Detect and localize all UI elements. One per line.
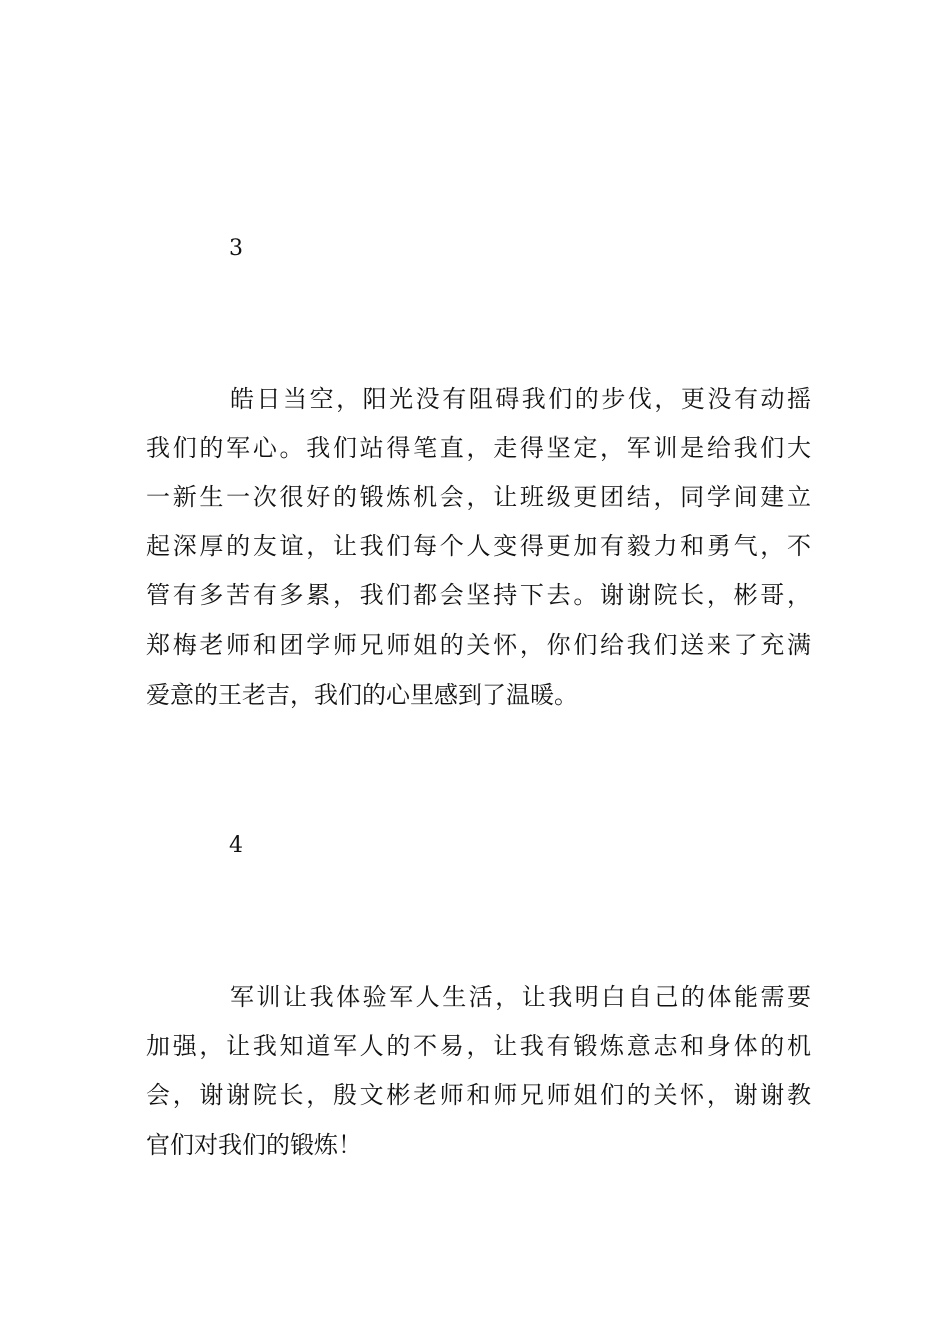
paragraph-line: 会，谢谢院长，殷文彬老师和师兄师姐们的关怀，谢谢教 [146, 1081, 811, 1109]
paragraph-line: 我们的军心。我们站得笔直，走得坚定，军训是给我们大 [146, 434, 811, 462]
paragraph-line: 皓日当空，阳光没有阻碍我们的步伐，更没有动摇 [230, 385, 811, 413]
section-number: 3 [229, 236, 243, 261]
paragraph-line: 起深厚的友谊，让我们每个人变得更加有毅力和勇气，不 [146, 532, 811, 560]
paragraph-line: 爱意的王老吉，我们的心里感到了温暖。 [146, 681, 578, 709]
paragraph-line: 官们对我们的锻炼！ [146, 1131, 362, 1159]
paragraph-line: 军训让我体验军人生活，让我明白自己的体能需要 [230, 983, 811, 1011]
paragraph-line: 加强，让我知道军人的不易，让我有锻炼意志和身体的机 [146, 1032, 811, 1060]
paragraph-line: 一新生一次很好的锻炼机会，让班级更团结，同学间建立 [146, 483, 811, 511]
section-number: 4 [229, 833, 243, 858]
paragraph-line: 管有多苦有多累，我们都会坚持下去。谢谢院长，彬哥， [146, 581, 811, 609]
paragraph-line: 郑梅老师和团学师兄师姐的关怀，你们给我们送来了充满 [146, 631, 811, 659]
